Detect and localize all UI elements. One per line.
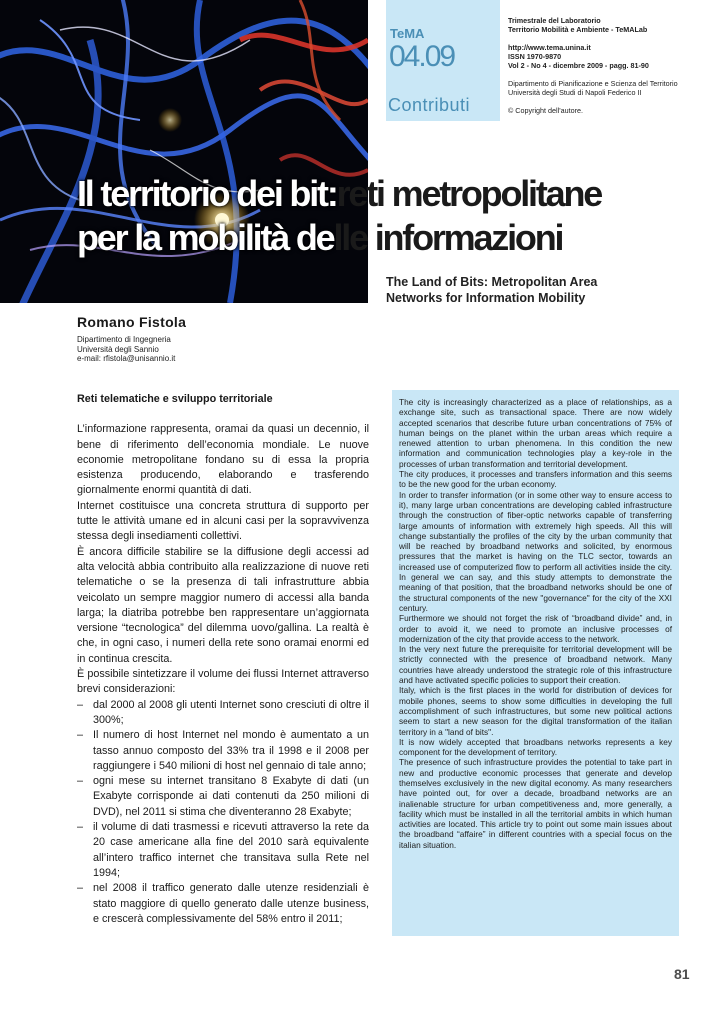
abstract-paragraph: The city produces, it processes and transfers information and this seems to be the new good for the urban economy.	[399, 469, 672, 490]
copyright: © Copyright dell'autore.	[508, 106, 583, 115]
author-name: Romano Fistola	[77, 314, 187, 330]
list-item: – dal 2000 al 2008 gli utenti Internet sono cresciuti di oltre il 300%;	[77, 698, 369, 726]
info-line2: Territorio Mobilità e Ambiente - TeMALab	[508, 25, 648, 34]
stats-list	[77, 698, 369, 927]
journal-info	[508, 16, 718, 115]
title-line2-a: per la mobilità de	[77, 217, 334, 258]
subtitle-line2: Networks for Information Mobility	[386, 291, 586, 305]
abstract-paragraph: In order to transfer information (or in some other way to ensure access to it), many large urban concentrations are developing cabled infrastructure through the construction of fiber-optic networks capable of transferring large amounts of information with extremely high speeds. All this will change substantially the profiles of the city by the urban community that will be reached by broadband networks and solicited, by enormous pressures that the market is having on the TLC sector, towards an increased use of computerized flow to perform all activities inside the city. In general we can say, and this study attempts to demonstrate the meaning of that position, that the broadband networks should be one of the structural components of the new "governance" for the city of the XXI century.	[399, 489, 672, 613]
abstract-paragraph: It is now widely accepted that broadbans networks represents a key component for the development of territory.	[399, 736, 672, 758]
subtitle-line1: The Land of Bits: Metropolitan Area	[386, 275, 598, 289]
abstract-paragraph: The presence of such infrastructure provides the potential to take part in new and productive economic processes that generate and develop themselves exclusively in the new digital economy. As many researchers have pointed out, for over a decade, broadband networks are an inalienable structure for urban competitiveness and, more generally, a facility which must be installed in all the territorial ambits in which human activities are located. This article try to point out some main issues about the broadband “affaire” in different countries with a special focus on the italian situation.	[399, 757, 672, 850]
title-line1-b: reti metropolitane	[336, 173, 602, 214]
author-email[interactable]: e-mail: rfistola@unisannio.it	[77, 354, 176, 363]
list-item: – Il numero di host Internet nel mondo è aumentato a un tasso annuo composto del 33% tra il 1998 e il 2008 per raggiungere i 540 milioni di host nel gennaio di tale anno;	[77, 729, 369, 772]
affiliation-line: Dipartimento di Ingegneria	[77, 335, 171, 344]
affiliation-line: Università degli Sannio	[77, 344, 159, 354]
section-label: Contributi	[388, 95, 471, 115]
paragraph: È possibile sintetizzare il volume dei flussi Internet attraverso brevi considerazioni:	[77, 668, 369, 696]
title-line2-b: lle informazioni	[333, 217, 563, 258]
english-abstract	[392, 390, 679, 936]
abstract-paragraph: Furthermore we should not forget the risk of “broadband divide” and, in order to avoid it, we need to promote an inclusive processes of modernization of the city that provide access to the network.	[399, 613, 672, 644]
author-affiliation	[77, 335, 175, 364]
journal-url[interactable]: http://www.tema.unina.it	[508, 43, 591, 52]
main-text-column	[77, 392, 369, 927]
abstract-paragraph: Italy, which is the first places in the world for distribution of devices for mobile phones, seems to show some difficulties in developing the full accomplishment of such infrastructures, but some new political actions seem to start a new season for the digital transformation of the italian territory in a "land of bits".	[399, 685, 672, 737]
issue-number: 04.09	[389, 40, 455, 73]
department-line2: Università degli Studi di Napoli Federico II	[508, 88, 642, 97]
info-line1: Trimestrale del Laboratorio	[508, 16, 601, 25]
paragraph: Internet costituisce una concreta struttura di supporto per tutte le attività umane ed in alcuni casi per la sopravvivenza stessa degli insediamenti collettivi.	[77, 499, 369, 543]
abstract-paragraph: In the very next future the prerequisite for territorial development will be strictly connected with the presence of broadband network. Many countries have already understood the strategic role of this infrastructure and have activated specific policies to support their creation.	[399, 644, 672, 686]
department-line1: Dipartimento di Pianificazione e Scienza del Territorio	[508, 79, 678, 88]
article-title	[77, 172, 717, 260]
list-item: – ogni mese su internet transitano 8 Exabyte di dati (un Exabyte corrisponde ai dati contenuti da 250 milioni di DVD), nel 2011 si stima che diventeranno 28 Exabyte;	[77, 775, 369, 818]
journal-name: TeMA	[390, 26, 425, 41]
volume-info: Vol 2 - No 4 - dicembre 2009 - pagg. 81-90	[508, 61, 649, 70]
section-heading: Reti telematiche e sviluppo territoriale	[77, 393, 273, 405]
title-line1-a: Il territorio dei bit:	[77, 173, 337, 214]
paragraph: È ancora difficile stabilire se la diffusione degli accessi ad alta velocità abbia contribuito alla realizzazione di nuove reti telematiche o se la presenza di tali infrastrutture abbia veicolato un sempre maggior numero di accessi alla banda larga; la diatriba potrebbe ben rappresentare un’aggiornata versione “tecnologica” del dilemma uovo/gallina. La realtà è che, in ogni caso, i numeri della rete sono oramai enormi ed in continua crescita.	[77, 545, 369, 665]
english-subtitle	[386, 274, 716, 306]
list-item: – il volume di dati trasmessi e ricevuti attraverso la rete da 20 case americane alla fine del 2010 sarà equivalente all’intero traffico internet che transitava sulla Rete nel 1994;	[77, 821, 369, 879]
issn: ISSN 1970-9870	[508, 52, 562, 61]
paragraph: L’informazione rappresenta, oramai da quasi un decennio, il bene di riferimento dell’economia mondiale. Le nuove economie metropolitane fondano su di essa la propria esistenza producendo, elaborando e trasferendo giornalmente enormi quantità di dati.	[77, 423, 369, 497]
abstract-paragraph: The city is increasingly characterized as a place of relationships, as a exchange site, such as transactional space. There are now widely accepted scenarios that describe future urban concentrations of 75% of human beings on the planet within the urban areas which require a renewed attention to urban phenomena. In this condition the new information and communication technologies play a key-role in the processes of urban transformation and territorial development.	[399, 397, 672, 469]
list-item: – nel 2008 il traffico generato dalle utenze residenziali è stato maggiore di quello generato dalle utenze business, e crescerà complessivamente del 58% entro il 2011;	[77, 882, 369, 925]
journal-badge	[386, 0, 500, 121]
page-number: 81	[674, 966, 690, 982]
